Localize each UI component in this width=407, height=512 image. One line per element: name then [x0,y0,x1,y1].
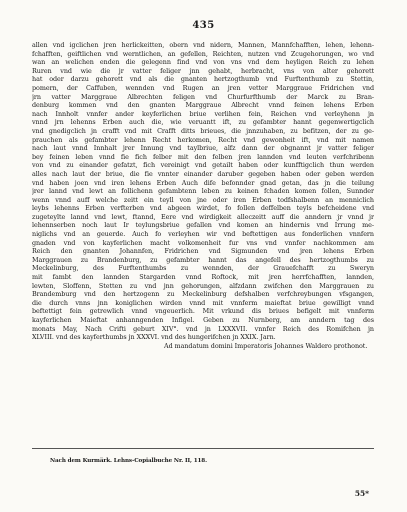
body-line: XLVIII. vnd des kayferthumbs jn XXXVI. vnd des hungerifchen jn XXIX. Jarn. [32,333,276,342]
body-line: denburg kommen vnd den gnanten Marggraue Albrecht vnnd feinen lehens Erben [32,101,374,110]
body-line: wenn vnnd auff welche zeitt ein teyll von jne oder iren Erben todfshalbenn an menniclich [32,195,374,204]
body-line: von vnd zu einander gefatzt, fich vereinigt vnd getailt haben oder kunfftigclich thun werden [32,161,374,170]
body-line: gnaden vnd von kayferlichen macht volkomenheit fur vns vnd vnnfer nachkommen am [32,238,374,247]
body-line: nach laut vnnd Innhalt jrer Innung vnd taylbriue, alfz dann der obgnannt jr vatter feliger [32,144,374,153]
body-line: Reich den gnanten Johannfen, Fridrichen vnd Sigmunden vnd jren lehens Erben [32,247,374,256]
body-line: mit fambt den lannden Stargarden vnnd Roftock, mit jren herrfchafften, lannden, [32,273,374,282]
body-line: vnd haben joen vnd iren lehens Erben Auch dife befonnder gnad getan, das jn die teilung [32,178,374,187]
body-text [32,41,374,350]
body-line: alles nach laut der briue, die fie vnnter einander daruber gegeben haben oder geben werden [32,169,374,178]
body-line: jrer lannd vnd lewt an follichenn gefambtenn leben zu keinen fchaden komen follen, Sunnder [32,187,374,196]
body-line: die durch vnns jnn koniglichen wirden vnnd mit vnnferm maieftat briue gewilligt vnnd [32,298,374,307]
body-line: Brandemburg vnd den hertzogenn zu Meckelinburg defshalben verfchreybungen vfsgangen, [32,290,374,299]
body-line: beftettigt fein getrewlich vnnd vngeuerlich. Mit vrkund dis briues befigelt mit vnnferm [32,307,374,316]
body-line: monats May, Nach Crifti geburt XIV°. vnd jn LXXXVII. vnnfer Reich des Romifchen jn [32,324,374,333]
body-line: niglichs vnd an geuerde. Auch fo verleyhen wir vnd beftettigen aus fonderlichen vnnfern [32,230,374,239]
body-line: fchafften, geiftlichen vnd werntlichen, an gefellen, Reichten, nutzen vnd Zcugehorungen, wo vnd [32,49,374,58]
body-line: hat oder darzu gehorett vnd als die gnanten hertzogthumb vnd Furftenthumb zu Stettin, [32,75,374,84]
body-line: lewten, Sloffenn, Stetten zu vnd jnn gehorungen, alfzdann zwifchen den Marggrauen zu [32,281,374,290]
body-line: lehennserben noch laut Ir teylungsbriue gefallen vnd komen an hindernis vnd Irrung me- [32,221,374,230]
body-line: Ruren vnd wie die jr vatter feliger jnn gehabt, herbracht, vns von alter gehorett [32,66,374,75]
body-line: allen vnd igclichen jren herlickeitten, obern vnd nidern, Mannen, Mannfchafften, lehen, lehenn- [32,41,374,49]
body-line: Meckelinburg, des Furftenthumbs zu wennden, der Grauefchafft zu Sweryn [32,264,374,273]
signature-mark: 55* [354,489,369,498]
footnote-divider [32,448,374,449]
body-line: vnnd jrn lehenns Erben auch die, wie veruantt ift, zu gefambter hannt gegenwertigclich [32,118,374,127]
body-line: jrn vatter Marggraue Albrechten feligen vnd Churfurfthumb der Marck zu Bran- [32,92,374,101]
signature-line: Ad mandatum domini Imperatoris Johannes Waldero prothonot. [164,341,368,350]
body-line: leybs lehenns Erben verfterben vnd abgeen wirdet, fo follen deffelben teyls befcheidene vnd [32,204,374,213]
body-line: nach Innholt vnnfer ander keyferlichen briue verlihen fein, Reichen vnd verleyhenn jn [32,109,374,118]
body-line: pomern, der Caffuben, wennden vnd Rugen an jren vetter Marggraue Fridrichen vnd [32,83,374,92]
body-line: bey feinen leben vnnd fie fich felber mit den felben jren lannden vnd leuten verfchribenn [32,152,374,161]
body-line: zugeteylte lannd vnd lewt, ftannd, Eere vnd wirdigkeit alleczeitt auff die anndern jr vnnd jr [32,212,374,221]
body-line: prauchen als gefambter lehenn Recht herkomen, Recht vnd gewonheit ift, vnd mit namen [32,135,374,144]
body-line: kayferlichen Maieftat anhanngenden Infigel. Geben zu Nurnberg, am anndern tag des [32,316,374,324]
page-number: 435 [192,20,215,31]
source-footnote: Nach dem Kurmärk. Lehns-Copialbuche Nr. II, 118. [50,458,207,464]
body-line: vnd gnedigclich jn crafft vnd mit Crafft ditts brieues, die jnnzuhaben, zu befitzen, der zu ge- [32,126,374,135]
body-line: Marggrauen zu Brandenburg, zu gefambter hannt das angefell des hertzogthumbs zu [32,255,374,264]
body-line: wan an welichen enden die gelegenn find vnd von vns vnd dem heyligen Reich zu lehen [32,58,374,67]
